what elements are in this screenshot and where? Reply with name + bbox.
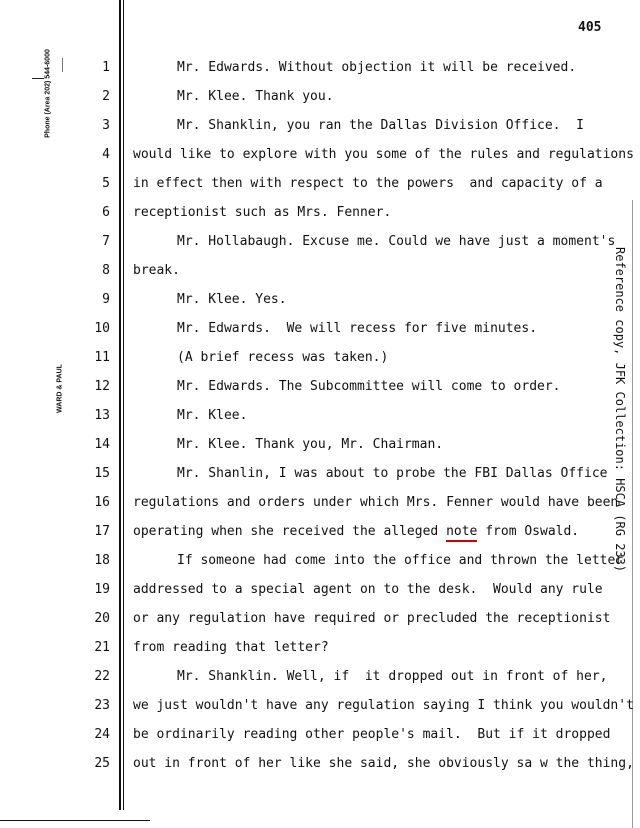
line-text: addressed to a special agent on to the desk. Would any rule (133, 582, 603, 597)
underlined-note-word: note (446, 524, 478, 539)
transcript-line (0, 174, 640, 203)
line-text-segment: operating when she received the alleged (133, 524, 447, 539)
transcript-line (0, 203, 640, 232)
line-number: 12 (94, 379, 110, 394)
line-number: 16 (94, 495, 110, 510)
transcript-line (0, 580, 640, 609)
margin-phone-label: Phone (Area 202) 544-6000 (44, 49, 52, 138)
transcript-line (0, 638, 640, 667)
line-text: receptionist such as Mrs. Fenner. (133, 205, 392, 220)
line-text: break. (133, 263, 180, 278)
line-number: 11 (94, 350, 110, 365)
transcript-line (0, 145, 640, 174)
transcript-line (0, 87, 640, 116)
transcript-line (0, 261, 640, 290)
transcript-line (0, 348, 640, 377)
line-number: 10 (94, 321, 110, 336)
line-number: 21 (94, 640, 110, 655)
line-text: Mr. Shanklin. Well, if it dropped out in front of her, (177, 669, 608, 684)
line-text: or any regulation have required or precluded the receptionist (133, 611, 611, 626)
line-number: 2 (102, 89, 110, 104)
line-text: (A brief recess was taken.) (177, 350, 389, 365)
line-number: 6 (102, 205, 110, 220)
line-number: 14 (94, 437, 110, 452)
line-text: If someone had come into the office and thrown the letter (177, 553, 624, 568)
transcript-line (0, 377, 640, 406)
line-text: Mr. Shanlin, I was about to probe the FBI Dallas Office (177, 466, 608, 481)
line-text: from reading that letter? (133, 640, 329, 655)
transcript-line (0, 493, 640, 522)
transcript-line (0, 58, 640, 87)
line-text: regulations and orders under which Mrs. Fenner would have been (133, 495, 619, 510)
line-number: 23 (94, 698, 110, 713)
line-number: 17 (94, 524, 110, 539)
line-number: 19 (94, 582, 110, 597)
line-number: 5 (102, 176, 110, 191)
line-number: 22 (94, 669, 110, 684)
transcript-line (0, 696, 640, 725)
line-number: 1 (102, 60, 110, 75)
line-text: Mr. Klee. (177, 408, 248, 423)
margin-reporter-label: WARD & PAUL (56, 364, 64, 413)
line-text: would like to explore with you some of the rules and regulations (133, 147, 634, 162)
line-number: 8 (102, 263, 110, 278)
bottom-rule (0, 820, 150, 821)
line-text: Mr. Hollabaugh. Excuse me. Could we have just a moment's (177, 234, 616, 249)
transcript-line (0, 667, 640, 696)
line-number: 15 (94, 466, 110, 481)
transcript-line (0, 319, 640, 348)
line-text: Mr. Edwards. We will recess for five minutes. (177, 321, 538, 336)
line-number: 20 (94, 611, 110, 626)
line-text: Mr. Klee. Thank you. (177, 89, 334, 104)
transcript-line (0, 551, 640, 580)
margin-reference-label: Reference copy, JFK Collection: HSCA (RG 233) (613, 247, 627, 573)
page-number: 405 (578, 20, 602, 35)
transcript-line (0, 464, 640, 493)
line-number: 3 (102, 118, 110, 133)
line-number: 25 (94, 756, 110, 771)
line-text: Mr. Edwards. Without objection it will be received. (177, 60, 577, 75)
line-number: 4 (102, 147, 110, 162)
transcript-line (0, 609, 640, 638)
line-number: 24 (94, 727, 110, 742)
line-text: we just wouldn't have any regulation saying I think you wouldn't (133, 698, 634, 713)
line-text: Mr. Edwards. The Subcommittee will come to order. (177, 379, 561, 394)
line-number: 9 (102, 292, 110, 307)
line-number: 18 (94, 553, 110, 568)
transcript-line (0, 754, 640, 783)
transcript-line (0, 290, 640, 319)
line-text: in effect then with respect to the powers and capacity of a (133, 176, 603, 191)
transcript-line (0, 725, 640, 754)
line-number: 7 (102, 234, 110, 249)
line-number: 13 (94, 408, 110, 423)
line-text: be ordinarily reading other people's mail. But if it dropped (133, 727, 611, 742)
transcript-line (0, 522, 640, 551)
line-text-segment: from Oswald. (477, 524, 580, 539)
line-text: Mr. Shanklin, you ran the Dallas Division Office. I (177, 118, 584, 133)
transcript-line (0, 435, 640, 464)
transcript-line (0, 232, 640, 261)
transcript-line (0, 406, 640, 435)
line-text: Mr. Klee. Yes. (177, 292, 287, 307)
line-text: out in front of her like she said, she obviously sa w the thing, (133, 756, 634, 771)
transcript-line (0, 116, 640, 145)
line-text (133, 524, 579, 539)
line-text: Mr. Klee. Thank you, Mr. Chairman. (177, 437, 444, 452)
